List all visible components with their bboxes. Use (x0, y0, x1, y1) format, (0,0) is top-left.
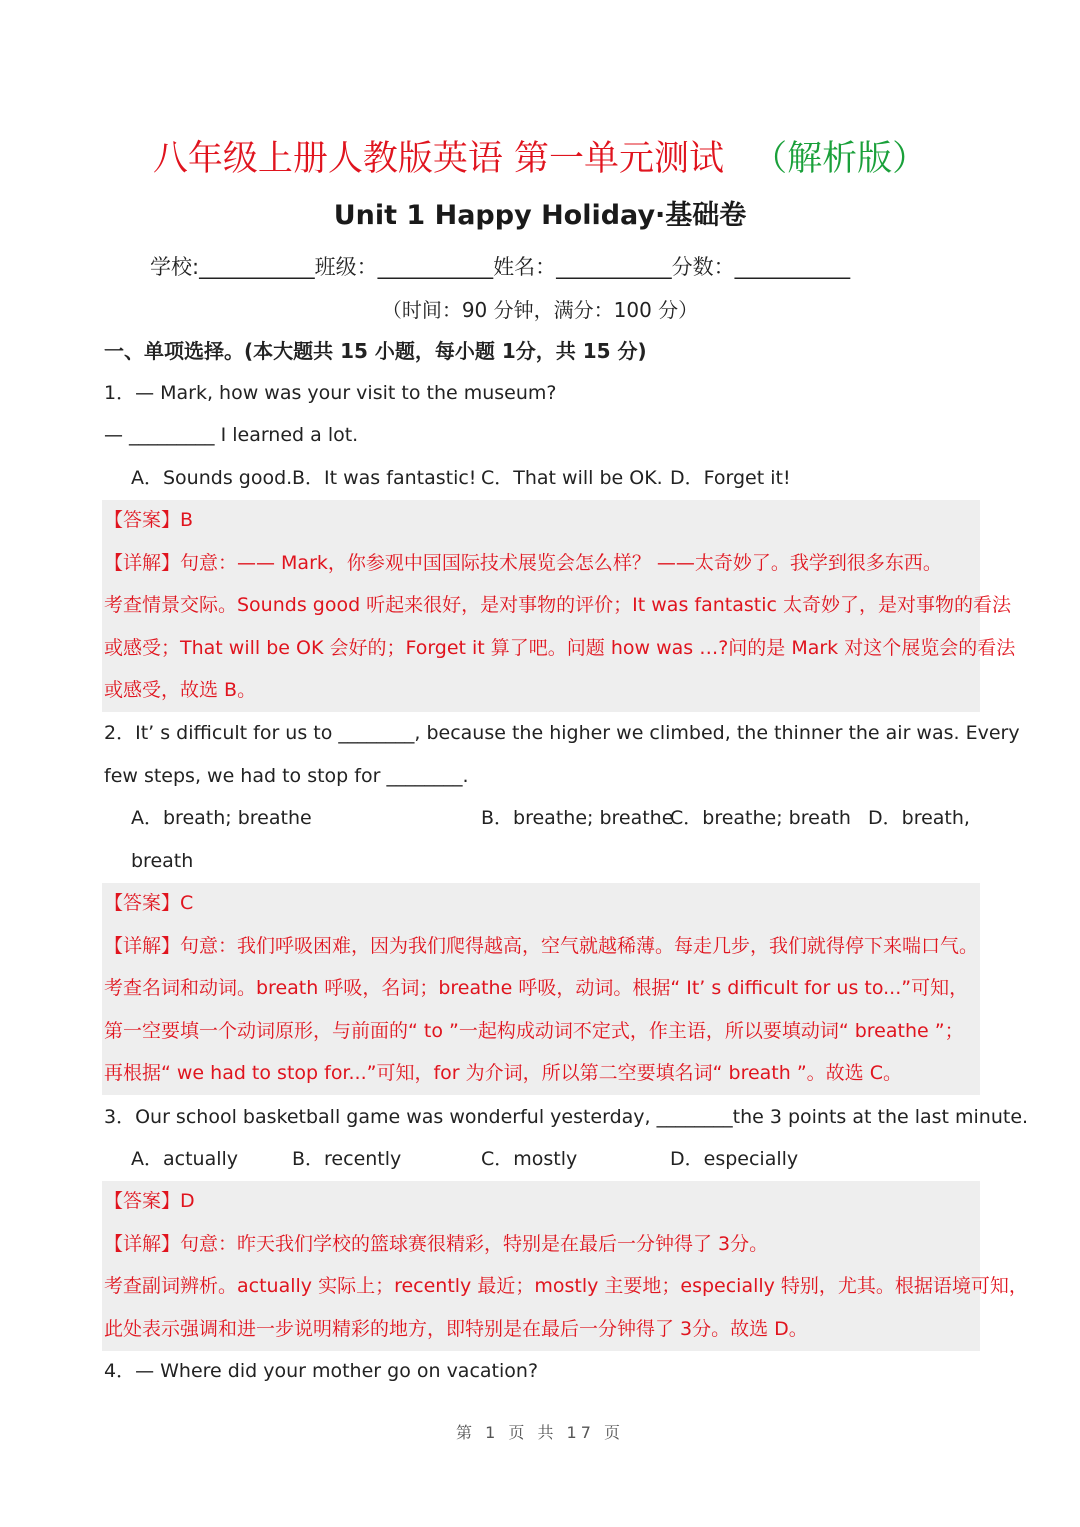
answer-box-1 (102, 500, 1016, 712)
option-b: B．recently (292, 1148, 402, 1170)
explanation-line: 或感受；That will be OK 会好的；Forget it 算了吧。问题 how was …?问的是 Mark 对这个展览会的看法 (104, 637, 1016, 659)
document-title (0, 134, 1080, 184)
answer-label: 【答案】C (104, 892, 194, 914)
option-d: D．Forget it! (670, 467, 791, 489)
explanation-line: 【详解】句意：—— Mark，你参观中国国际技术展览会怎么样？ ——太奇妙了。我学到很多东西。 (104, 552, 942, 574)
question-3-stem: 3．Our school basketball game was wonderful yesterday, ________the 3 points at the last minute. (104, 1106, 1029, 1128)
option-b: B．It was fantastic! (292, 467, 477, 489)
question-2-stem-cont: few steps, we had to stop for ________. (104, 765, 469, 787)
option-d: D．breath, (868, 807, 970, 829)
question-1-response: — _________ I learned a lot. (104, 424, 359, 446)
option-b: B．breathe; breathe (481, 807, 674, 829)
explanation-line: 考查名词和动词。breath 呼吸，名词；breathe 呼吸，动词。根据“ It’ s difficult for us to...”可知， (104, 977, 969, 999)
option-a: A．Sounds good. (131, 467, 293, 489)
explanation-line: 再根据“ we had to stop for...”可知，for 为介词，所以第二空要填名词“ breath ”。故选 C。 (104, 1062, 902, 1084)
explanation-line: 或感受，故选 B。 (104, 679, 257, 701)
option-c: C．breathe; breath (670, 807, 851, 829)
answer-label: 【答案】B (104, 509, 194, 531)
explanation-line: 此处表示强调和进一步说明精彩的地方，即特别是在最后一分钟得了 3分。故选 D。 (104, 1318, 808, 1340)
explanation-line: 【详解】句意：昨天我们学校的篮球赛很精彩，特别是在最后一分钟得了 3分。 (104, 1233, 769, 1255)
document-subtitle: Unit 1 Happy Holiday·基础卷 (333, 200, 747, 231)
explanation-line: 【详解】句意：我们呼吸困难，因为我们爬得越高，空气就越稀薄。每走几步，我们就得停下来喘口气。 (104, 935, 979, 957)
option-a: A．breath; breathe (131, 807, 312, 829)
answer-box-3 (102, 1181, 1028, 1351)
question-2-stem: 2．It’ s difficult for us to ________, because the higher we climbed, the thinner the air was. Every (104, 722, 1020, 744)
option-c: C．mostly (481, 1148, 578, 1170)
question-1-stem: 1．— Mark, how was your visit to the museum? (104, 382, 557, 404)
answer-label: 【答案】D (104, 1190, 195, 1212)
page-footer: 第 1 页 共 17 页 (456, 1423, 624, 1442)
option-c: C．That will be OK. (481, 467, 663, 489)
explanation-line: 考查情景交际。Sounds good 听起来很好，是对事物的评价；It was fantastic 太奇妙了，是对事物的看法 (104, 594, 1011, 616)
title-main: 八年级上册人教版英语 第一单元测试 (152, 139, 725, 179)
answer-box-2 (102, 883, 980, 1095)
question-4-stem: 4．— Where did your mother go on vacation? (104, 1360, 539, 1382)
explanation-line: 考查副词辨析。actually 实际上；recently 最近；mostly 主要地；especially 特别，尤其。根据语境可知， (104, 1275, 1028, 1297)
exam-time-line: （时间：90 分钟，满分：100 分） (381, 298, 699, 322)
explanation-line: 第一空要填一个动词原形，与前面的“ to ”一起构成动词不定式，作主语，所以要填动词“ breathe ”； (104, 1020, 964, 1042)
option-d-wrap: breath (131, 850, 194, 872)
student-info-line: 学校:___________班级：___________姓名：___________分数：___________ (150, 255, 851, 279)
title-suffix: （解析版） (752, 139, 928, 179)
section-heading: 一、单项选择。(本大题共 15 小题，每小题 1分，共 15 分) (104, 339, 647, 363)
option-d: D．especially (670, 1148, 799, 1170)
option-a: A．actually (131, 1148, 239, 1170)
